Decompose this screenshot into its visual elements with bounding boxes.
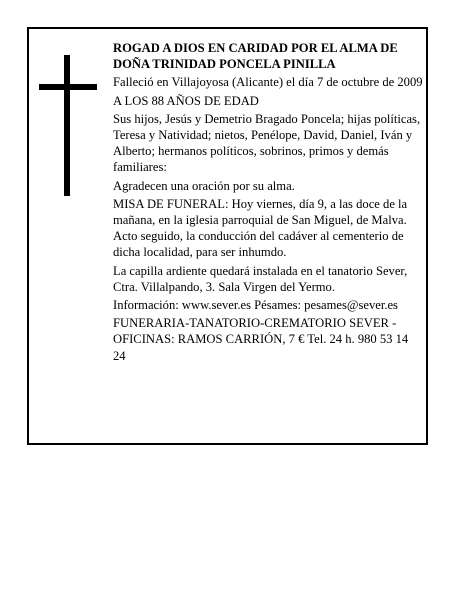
cross-vertical-bar (64, 55, 70, 196)
info-line: Información: www.sever.es Pésames: pesames@sever.es (113, 298, 398, 313)
death-line: Falleció en Villajoyosa (Alicante) el día 7 de octubre de 2009 (113, 75, 423, 90)
company-line: FUNERARIA-TANATORIO-CREMATORIO SEVER - OFICINAS: RAMOS CARRIÓN, 7 € Tel. 24 h. 980 53 14 24 (113, 316, 409, 363)
cross-horizontal-bar (39, 84, 97, 90)
age-line: A LOS 88 AÑOS DE EDAD (113, 93, 259, 108)
funeral-line: MISA DE FUNERAL: Hoy viernes, día 9, a las doce de la mañana, en la iglesia parroquial de San Miguel, de Malva. Acto seguido, la conducción del cadáver al cementerio de dicha localidad, para ser inhumdo. (113, 196, 408, 260)
obituary-text (113, 40, 423, 366)
prayer-line: Agradecen una oración por su alma. (113, 178, 295, 193)
notice-heading: ROGAD A DIOS EN CARIDAD POR EL ALMA DE DOÑA TRINIDAD PONCELA PINILLA (113, 41, 398, 72)
family-line: Sus hijos, Jesús y Demetrio Bragado Poncela; hijas políticas, Teresa y Natividad; nietos, Penélope, David, Daniel, Iván y Alberto; hermanos políticos, sobrinos, primos y demás familiares: (113, 111, 421, 175)
chapel-line: La capilla ardiente quedará instalada en el tanatorio Sever, Ctra. Villalpando, 3. Sala Virgen del Yermo. (113, 263, 408, 294)
